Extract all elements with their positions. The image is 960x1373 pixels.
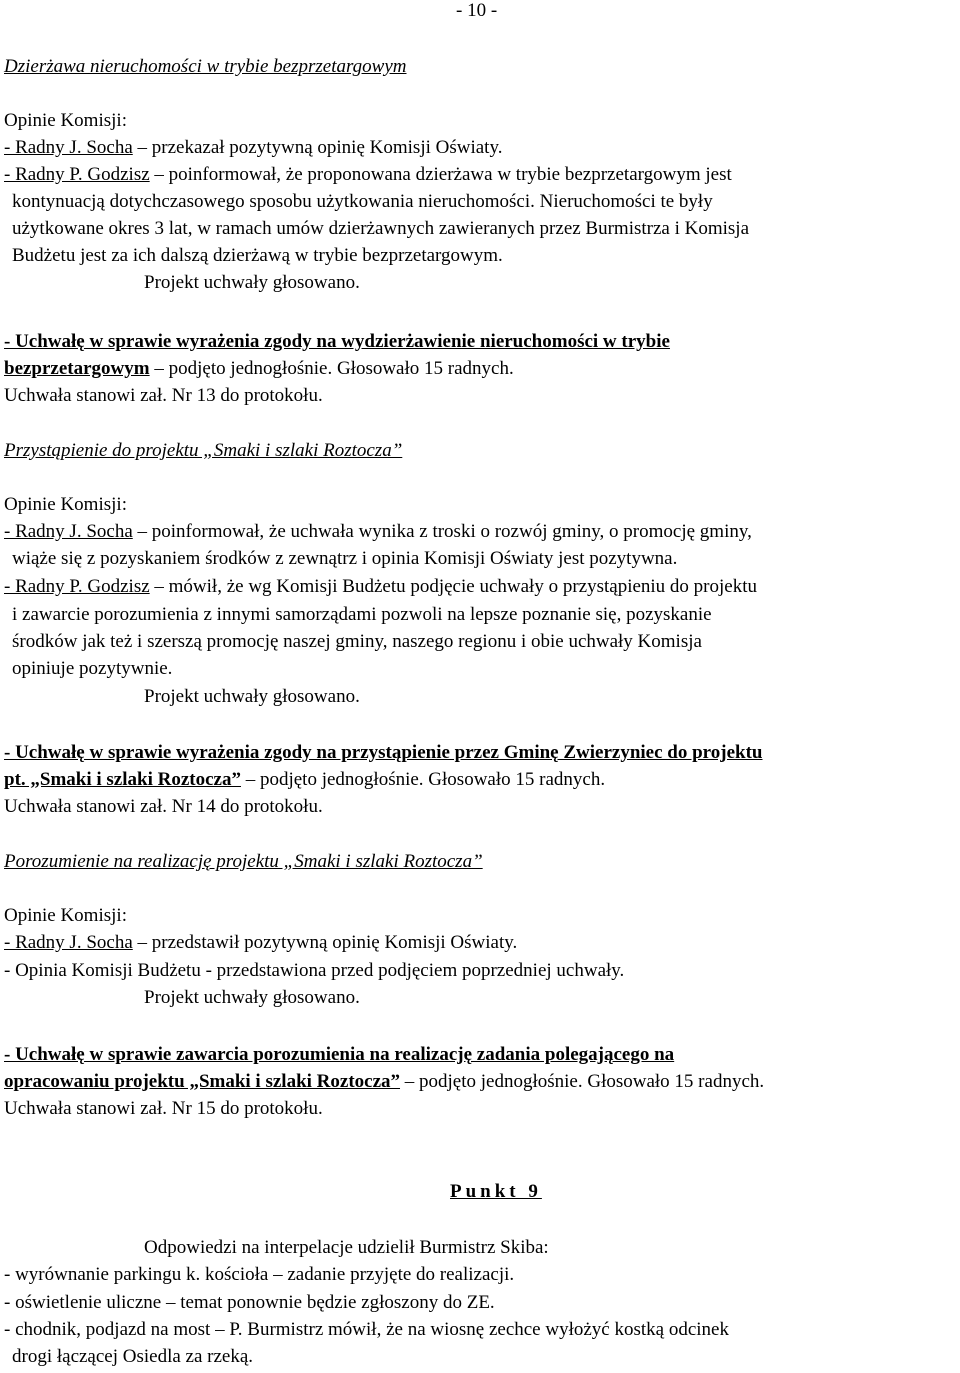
opinion-line: - Radny J. Socha – poinformował, że uchwała wynika z troski o rozwój gminy, o promocję gminy, [4, 521, 752, 542]
resolution-line: - Uchwałę w sprawie wyrażenia zgody na przystąpienie przez Gminę Zwierzyniec do projektu [4, 742, 763, 763]
opinion-continuation: Budżetu jest za ich dalszą dzierżawą w trybie bezprzetargowym. [12, 245, 503, 266]
resolution-line: opracowaniu projektu „Smaki i szlaki Roztocza” – podjęto jednogłośnie. Głosowało 15 radnych. [4, 1071, 765, 1092]
interpelation-item: - wyrównanie parkingu k. kościoła – zadanie przyjęte do realizacji. [4, 1264, 515, 1285]
resolution-line: - Uchwałę w sprawie wyrażenia zgody na wydzierżawienie nieruchomości w trybie [4, 331, 670, 352]
resolution-line: pt. „Smaki i szlaki Roztocza” – podjęto jednogłośnie. Głosowało 15 radnych. [4, 769, 606, 790]
page-number: - 10 - [456, 0, 498, 21]
opinie-komisji-label: Opinie Komisji: [4, 494, 127, 515]
voting-note: Projekt uchwały głosowano. [144, 987, 360, 1008]
opinion-line: - Radny J. Socha – przedstawił pozytywną opinię Komisji Oświaty. [4, 932, 518, 953]
opinion-continuation: użytkowane okres 3 lat, w ramach umów dzierżawnych zawieranych przez Burmistrza i Komisja [12, 218, 750, 239]
section-title-porozumienie: Porozumienie na realizację projektu „Smaki i szlaki Roztocza” [4, 851, 483, 872]
opinion-continuation: środków jak też i szerszą promocję naszej gminy, naszego regionu i obie uchwały Komisja [12, 631, 702, 652]
opinion-line: - Opinia Komisji Budżetu - przedstawiona przed podjęciem poprzedniej uchwały. [4, 960, 625, 981]
opinion-continuation: kontynuacją dotychczasowego sposobu użytkowania nieruchomości. Nieruchomości te były [12, 191, 713, 212]
opinion-continuation: i zawarcie porozumienia z innymi samorządami pozwoli na lepsze poznanie się, pozyskanie [12, 604, 712, 625]
voting-note: Projekt uchwały głosowano. [144, 686, 360, 707]
attachment-note: Uchwała stanowi zał. Nr 15 do protokołu. [4, 1098, 323, 1119]
section-title-dzierzawa: Dzierżawa nieruchomości w trybie bezprzetargowym [4, 56, 407, 77]
opinie-komisji-label: Opinie Komisji: [4, 905, 127, 926]
attachment-note: Uchwała stanowi zał. Nr 14 do protokołu. [4, 796, 323, 817]
voting-note: Projekt uchwały głosowano. [144, 272, 360, 293]
opinion-line: - Radny P. Godzisz – mówił, że wg Komisji Budżetu podjęcie uchwały o przystąpieniu do projektu [4, 576, 757, 597]
punkt-heading: Punkt 9 [450, 1181, 542, 1202]
resolution-line: - Uchwałę w sprawie zawarcia porozumienia na realizację zadania polegającego na [4, 1044, 675, 1065]
attachment-note: Uchwała stanowi zał. Nr 13 do protokołu. [4, 385, 323, 406]
opinion-continuation: wiąże się z pozyskaniem środków z zewnątrz i opinia Komisji Oświaty jest pozytywna. [12, 548, 678, 569]
interpelation-intro: Odpowiedzi na interpelacje udzielił Burmistrz Skiba: [144, 1237, 549, 1258]
interpelation-item: - chodnik, podjazd na most – P. Burmistrz mówił, że na wiosnę zechce wyłożyć kostką odcinek [4, 1319, 729, 1340]
opinion-line: - Radny J. Socha – przekazał pozytywną opinię Komisji Oświaty. [4, 137, 503, 158]
interpelation-item: - oświetlenie uliczne – temat ponownie będzie zgłoszony do ZE. [4, 1292, 495, 1313]
interpelation-continuation: drogi łączącej Osiedla za rzeką. [12, 1346, 254, 1367]
opinie-komisji-label: Opinie Komisji: [4, 110, 127, 131]
opinion-continuation: opiniuje pozytywnie. [12, 658, 173, 679]
section-title-przystapienie: Przystąpienie do projektu „Smaki i szlaki Roztocza” [4, 440, 403, 461]
resolution-line: bezprzetargowym – podjęto jednogłośnie. Głosowało 15 radnych. [4, 358, 514, 379]
opinion-line: - Radny P. Godzisz – poinformował, że proponowana dzierżawa w trybie bezprzetargowym jest [4, 164, 732, 185]
